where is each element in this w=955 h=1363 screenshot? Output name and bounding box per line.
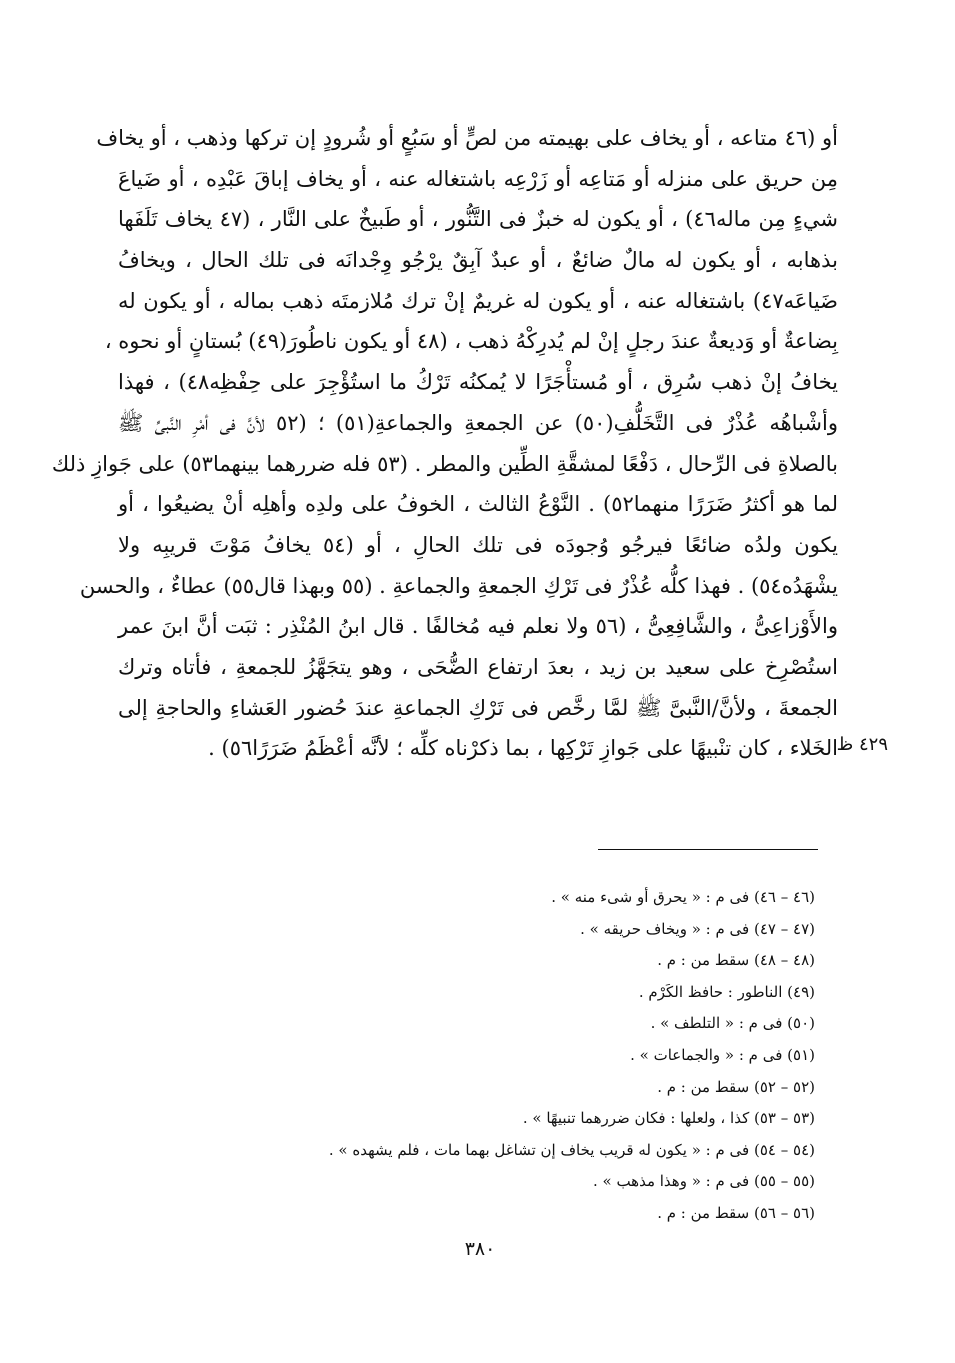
footnote: (٤٩) الناطور : حافظ الكَرْم . [638, 982, 815, 1001]
text-line: مِن حريق على منزله أو مَتاعِه أو زَرْعِه باشتغاله عنه ، أو يخاف إباقَ عَبْدِه ، أو ضَياعَ [118, 166, 838, 191]
text-line: شيءٍ مِن ماله٤٦) ، أو يكون له خبزٌ فى التَّنُّور ، أو طَبيخٌ على النَّار ، (٤٧ يخاف تَلَفَها [118, 207, 838, 232]
footnote: (٥٥ – ٥٥) فى م : « وهذا مذهب » . [592, 1172, 815, 1191]
footnote: (٥١) فى م : « والجماعات » . [630, 1045, 815, 1064]
text-line: يخافُ إنْ ذهب سُرِق ، أو مُستأْجَرًا لا يُمكنُه تَرْكُ ما استُؤْجِرَ على حِفْظِه٤٨) ، فهذا [118, 370, 838, 395]
text-line: بِضاعةٌ أو وَديعةٌ عندَ رجلٍ إنْ لم يُدرِكْهُ ذهب ، (٤٨ أو يكون ناطُورَ(٤٩) بُستانٍ أو نحوه ، [104, 329, 838, 354]
page-number: ٣٨٠ [464, 1238, 496, 1260]
text-line: بذهابه ، أو يكون له مالٌ ضائعٌ ، أو عبدٌ آبِقٌ يرْجُو وِجْدانَه فى تلك الحال ، ويخافُ [118, 248, 838, 273]
footnote: (٥٦ – ٥٦) سقط من : م . [657, 1203, 815, 1222]
footnote: (٥٢ – ٥٢) سقط من : م . [657, 1077, 815, 1096]
footnote: (٥٠) فى م : « التلطف » . [650, 1014, 815, 1033]
text-line: والأَوْزاعِىُّ ، والشَّافِعِىُّ ، (٥٦ ولا نعلم فيه مُخالفًا . قال ابنُ المُنْذِر : ثبَت أنَّ ابنَ عمر [118, 614, 838, 639]
footnote: (٤٦ – ٤٦) فى م : « يحرق أو شىء منه » . [551, 888, 815, 906]
footnote: (٤٧ – ٤٧) فى م : « ويخاف حريقه » . [580, 919, 815, 938]
footnote: (٥٣ – ٥٣) كذا ، ولعلها : فكان ضررهما تنبيهًا » . [522, 1109, 815, 1128]
text-line: بالصلاةِ فى الرِّحال ، دَفْعًا لمشقَّةِ الطِّين والمطر . (٥٣ فله ضررهما بينهما٥٣) على جَوازِ ذلك [51, 451, 838, 476]
main-text [51, 118, 838, 769]
footnote: (٤٨ – ٤٨) سقط من : م . [657, 951, 815, 970]
footnotes [255, 882, 815, 1230]
text-line: يشْهَدُه٥٤) . فهذا كلُّه عُذْرٌ فى تَرْكِ الجمعةِ والجماعةِ . (٥٥ وبهذا قال٥٥) عطاءٌ ، والحسن [79, 573, 838, 598]
footnote: (٥٤ – ٥٤) فى م : « يكون له قريب يخاف إن تشاغل بهما مات ، فلم يشهده » . [328, 1140, 815, 1159]
manuscript-folio-note: ٤٢٩ ظ [836, 734, 888, 755]
text-line: أو (٤٦ متاعه ، أو يخاف على بهيمته من لصٍّ أو سَبُعٍ أو شُرودٍ إن تركها وذهب ، أو يخاف [96, 126, 838, 150]
text-line: الخَلاء ، كان تنْبيهًا على جَوازِ تَرْكِها ، بما ذكرْناه كلِّه ؛ لأنَّه أعْظَمُ ضَرَرًا٥٦) . [208, 736, 838, 761]
text-line: الجمعةَ ، ولأنَّ/النَّبىَّ ﷺ لمَّا رخَّص فى تَرْكِ الجماعةِ عندَ حُضور العَشاءِ والحاجةِ إلى [118, 695, 838, 720]
footnote-separator [598, 849, 818, 850]
text-line: استُصْرِخ على سعيد بن زيد ، بعدَ ارتفاع الضُّحَى ، وهو يتجَهَّزُ للجمعةِ ، فأتاه وترك [118, 654, 838, 679]
text-line: ضَياعَه٤٧) باشتغاله عنه ، أو يكون له غريمٌ إنْ ترك مُلازمتَه ذهب بماله ، أو يكون له [118, 288, 838, 313]
text-line: وأشْباهُه عُذْرٌ فى التَّخَلُّفِ(٥٠) عن الجمعةِ والجماعةِ(٥١) ؛ (٥٢ لأنَّ فى أمْرِ النَّبىِّ ﷺ [118, 410, 838, 435]
text-line: يكون ولدُه ضائعًا فيرجُو وُجودَه فى تلك الحالِ ، أو (٥٤ يخافُ مَوْتَ قريبِه ولا [118, 532, 838, 557]
text-line: لما هو أكثرُ ضَرَرًا منهما٥٢) . النَّوْعُ الثالث ، الخوفُ على ولدِه وأهلِه أنْ يضيعُوا ، أو [118, 492, 838, 517]
